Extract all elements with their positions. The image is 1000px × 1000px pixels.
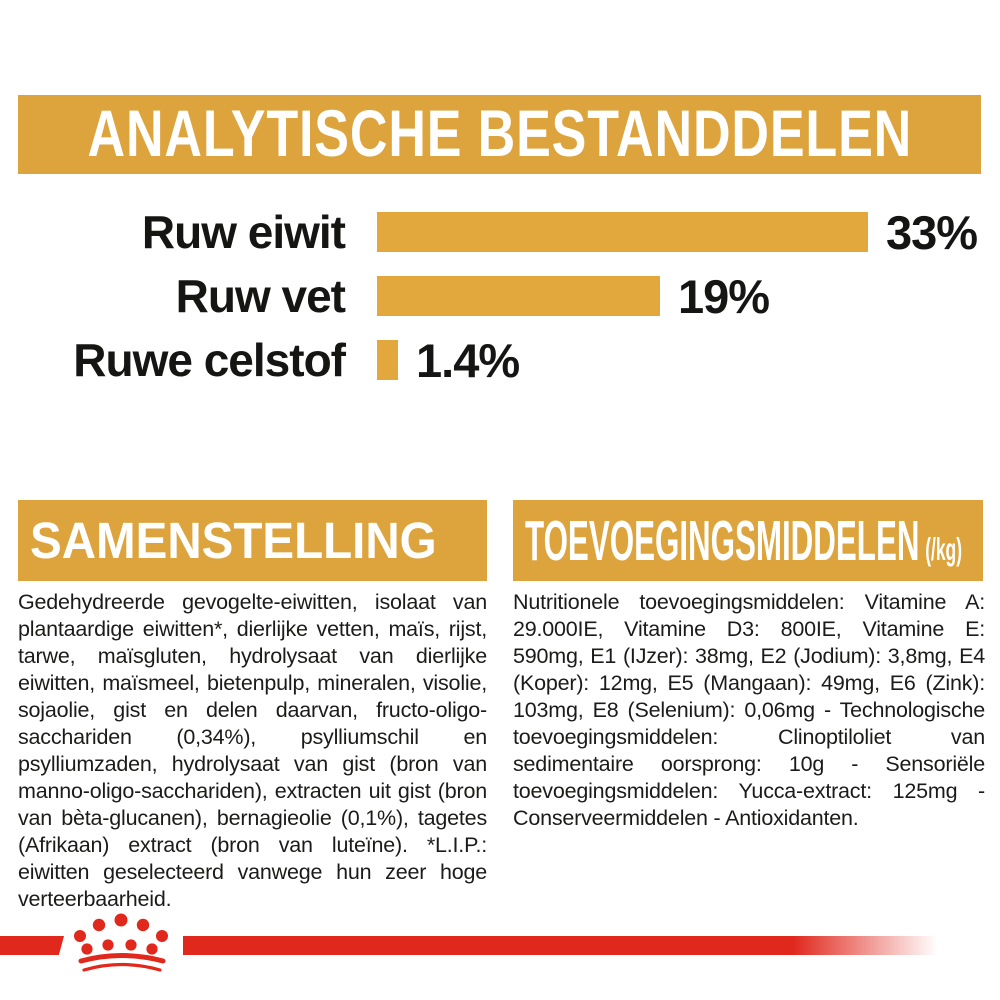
additives-text: Nutritionele toevoegingsmiddelen: Vitamine A: 29.000IE, Vitamine D3: 800IE, Vitamine E: 590mg, E1 (IJzer): 38mg, E2 (Jodium): 3,8mg, E4 (Koper): 12mg, E5 (Mangaan): 49mg, E6 (Zink): 103mg, E8 (Selenium): 0,06mg - Technologische toevoegingsmiddelen: Clinoptiloliet van sedimentaire oorsprong: 10g - Sensoriële toevoegingsmiddelen: Yucca-extract: 125mg - Conserveermiddelen - Antioxidanten.	[513, 590, 985, 830]
composition-heading-block	[18, 500, 487, 581]
chart-bar	[377, 212, 868, 252]
composition-heading: SAMENSTELLING	[30, 512, 437, 569]
additives-heading-unit: (/kg)	[925, 532, 962, 567]
footer-stripe-left	[0, 936, 64, 955]
analytical-constituents-chart	[18, 200, 982, 392]
composition-text: Gedehydreerde gevogelte-eiwitten, isolaat van plantaardige eiwitten*, dierlijke vetten, maïs, rijst, tarwe, maïsgluten, hydrolysaat van dierlijke eiwitten, maïsmeel, bietenpulp, mineralen, visolie, sojaolie, gist en delen daarvan, fructo-oligo-sacchariden (0,34%), psylliumschil en psylliumzaden, hydrolysaat van gist (bron van manno-oligo-sacchariden), extracten uit gist (bron van bèta-glucanen), bernagieolie (0,1%), tagetes (Afrikaan) extract (bron van luteïne). *L.I.P.: eiwitten geselecteerd vanwege hun zeer hoge verteerbaarheid.	[18, 590, 487, 911]
chart-label: Ruw vet	[175, 270, 345, 322]
chart-bar	[377, 340, 398, 380]
chart-value: 19%	[678, 269, 770, 323]
analytical-constituents-banner	[18, 95, 981, 174]
chart-row-ruw-vet	[18, 264, 982, 328]
chart-bar	[377, 276, 660, 316]
royal-canin-crown-icon	[74, 913, 170, 975]
footer-stripe-right	[183, 936, 945, 955]
additives-heading-wrap	[525, 508, 962, 573]
chart-label: Ruwe celstof	[73, 334, 345, 386]
chart-row-ruw-eiwit	[18, 200, 982, 264]
chart-row-ruwe-celstof	[18, 328, 982, 392]
additives-heading-block	[513, 500, 983, 581]
additives-heading: TOEVOEGINGSMIDDELEN	[525, 509, 920, 572]
chart-value: 1.4%	[416, 333, 520, 387]
chart-value: 33%	[886, 205, 978, 259]
banner-title: ANALYTISCHE BESTANDDELEN	[87, 97, 912, 172]
chart-label: Ruw eiwit	[141, 206, 345, 258]
